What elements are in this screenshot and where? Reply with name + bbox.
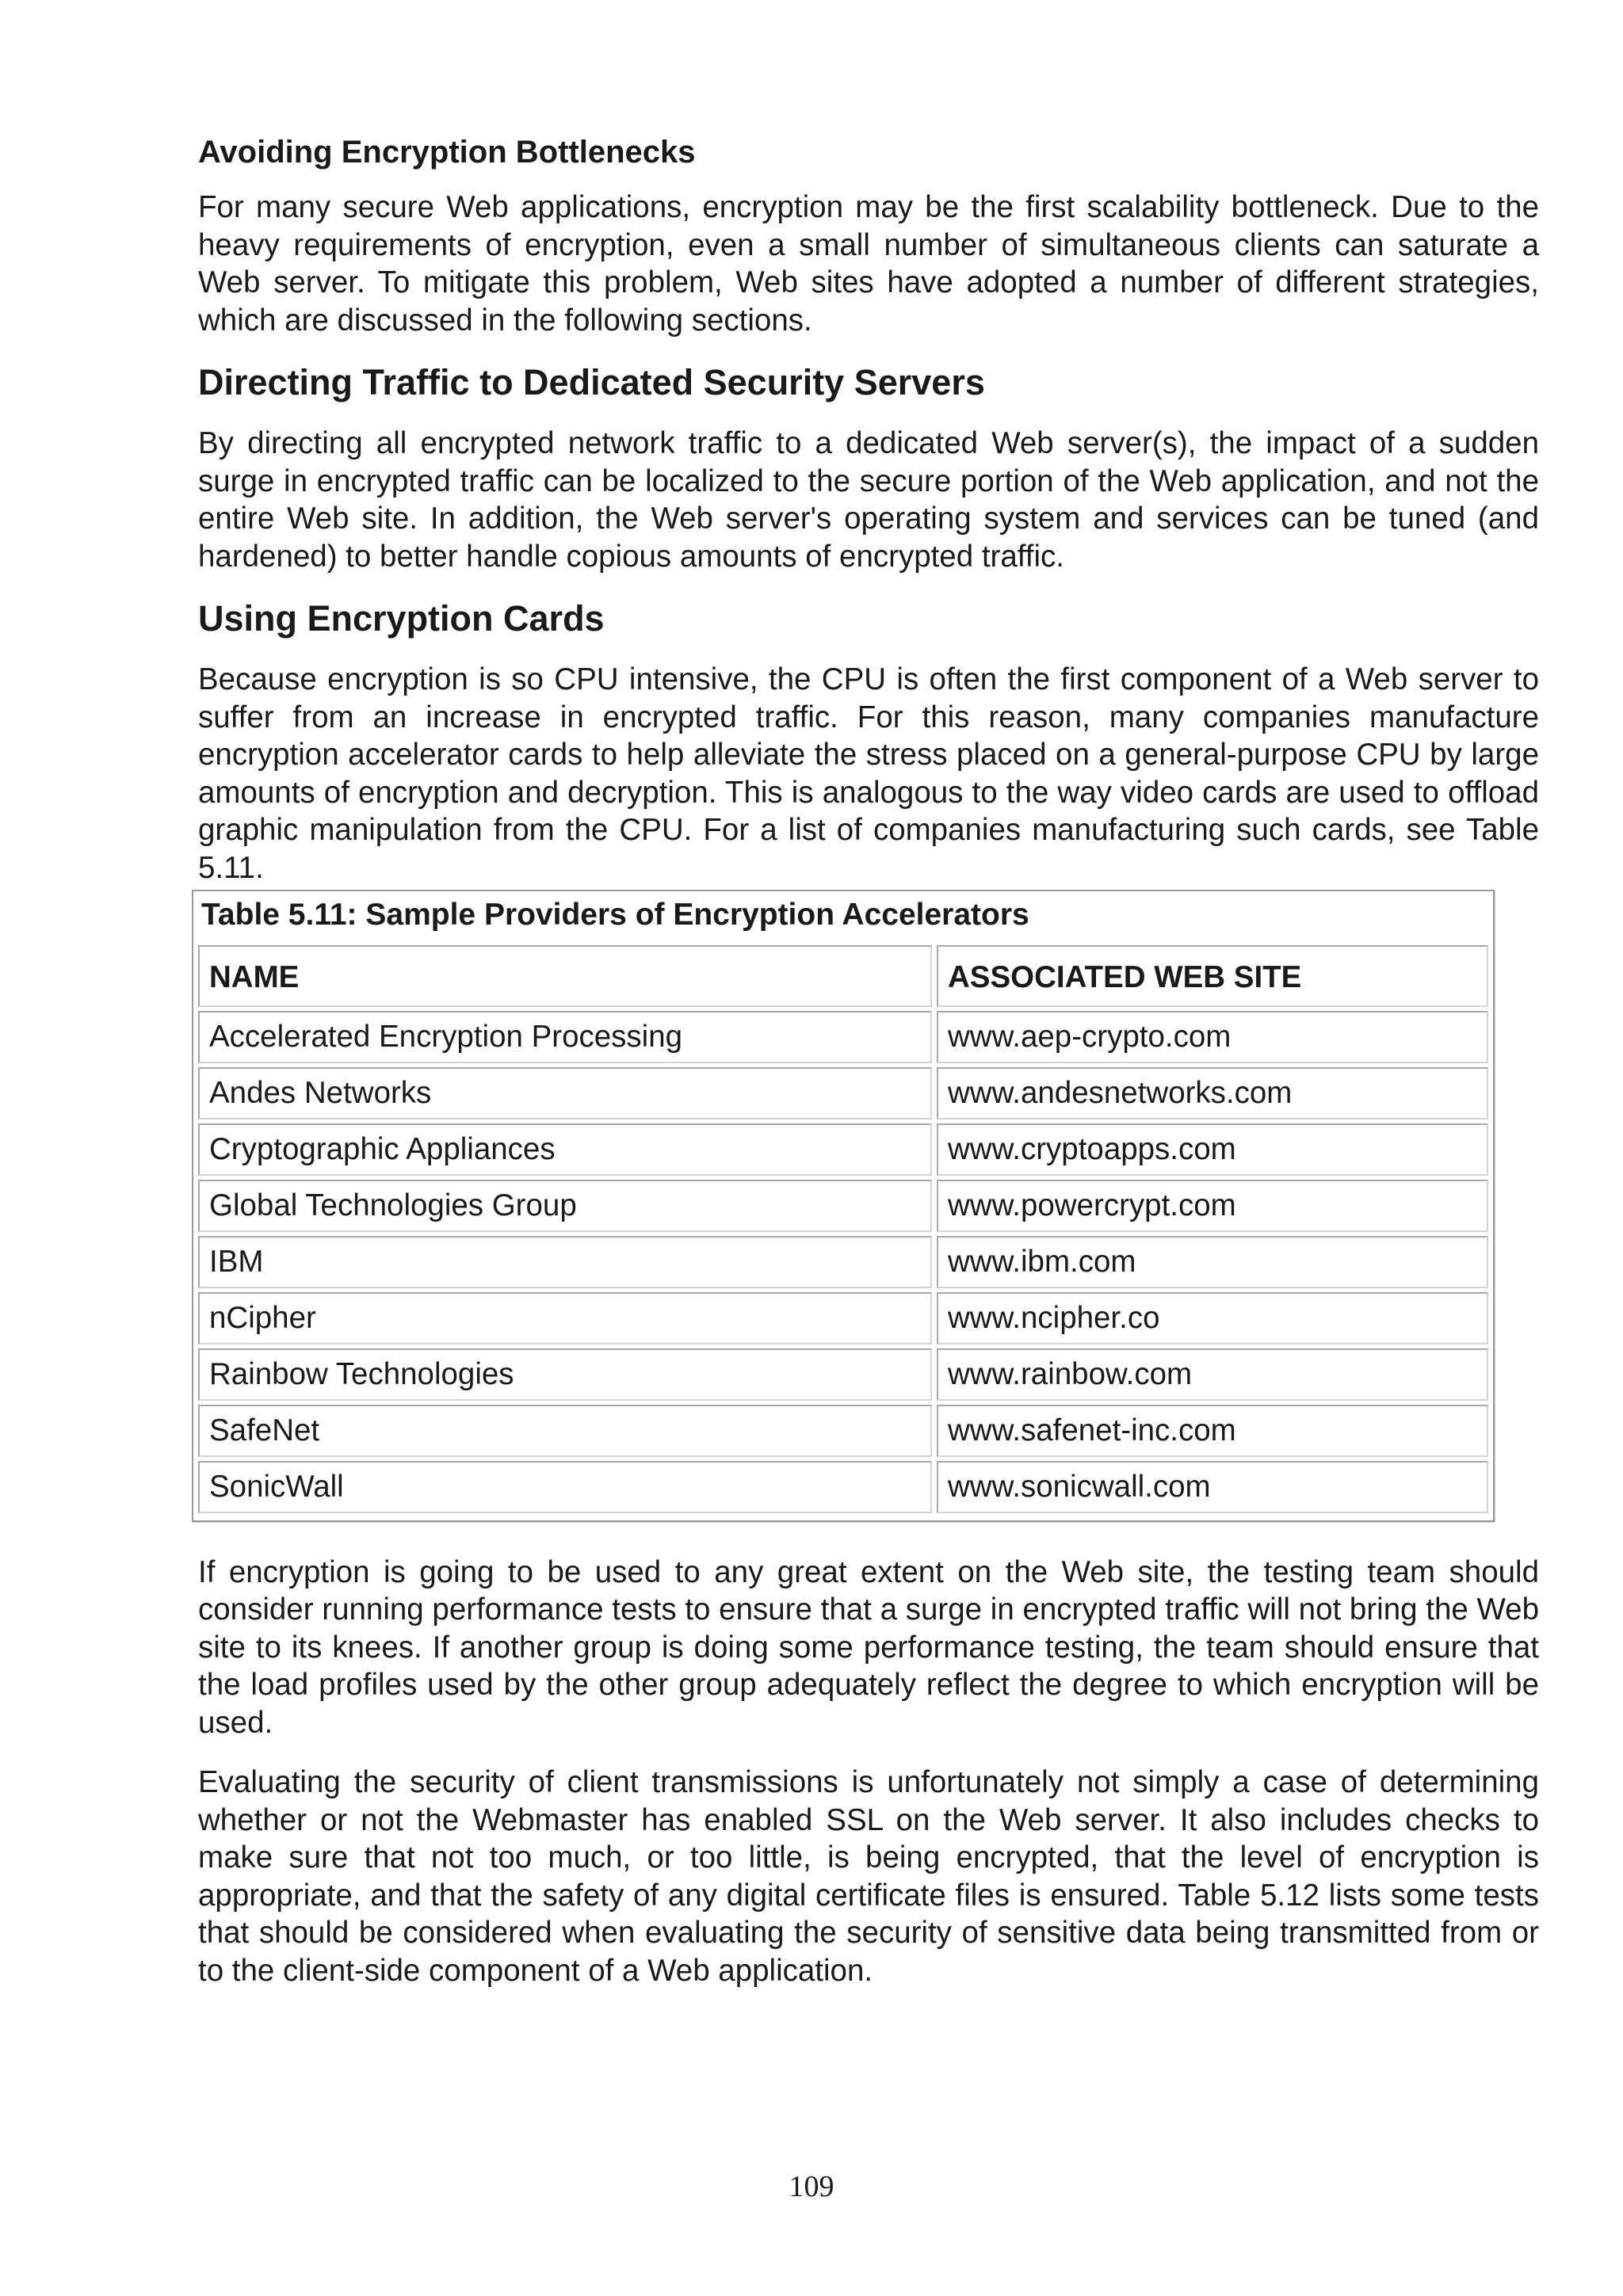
provider-name-cell: IBM [198,1236,932,1288]
provider-name-cell: SafeNet [198,1405,932,1457]
providers-table [193,941,1493,1517]
table-header-row [198,945,1488,1007]
provider-website-cell: www.andesnetworks.com [937,1067,1488,1119]
table-row [198,1011,1488,1063]
table-row [198,1236,1488,1288]
provider-name-cell: Global Technologies Group [198,1180,932,1232]
provider-name-cell: SonicWall [198,1461,932,1513]
provider-name-cell: nCipher [198,1292,932,1344]
table-caption: Table 5.11: Sample Providers of Encryption Accelerators [201,898,1029,932]
paragraph-encryption-cards: Because encryption is so CPU intensive, the CPU is often the first component of a Web server to suffer from an increase in encrypted traffic. For this reason, many companies manufacture encryption accelerator cards to help alleviate the stress placed on a general-purpose CPU by large amounts of encryption and decryption. This is analogous to the way video cards are used to offload graphic manipulation from the CPU. For a list of companies manufacturing such cards, see Table 5.11. [198,662,1539,885]
provider-name-cell: Cryptographic Appliances [198,1123,932,1176]
provider-website-cell: www.cryptoapps.com [937,1123,1488,1176]
column-header-name: NAME [198,945,932,1007]
page-number: 109 [789,2170,834,2203]
page-content [198,133,1539,2012]
column-header-website: ASSOCIATED WEB SITE [937,945,1488,1007]
provider-name-cell: Rainbow Technologies [198,1348,932,1401]
table-row [198,1067,1488,1119]
provider-name-cell: Accelerated Encryption Processing [198,1011,932,1063]
provider-website-cell: www.powercrypt.com [937,1180,1488,1232]
provider-website-cell: www.ibm.com [937,1236,1488,1288]
provider-website-cell: www.ncipher.co [937,1292,1488,1344]
table-row [198,1180,1488,1232]
table-row [198,1461,1488,1513]
paragraph-directing-traffic: By directing all encrypted network traffic to a dedicated Web server(s), the impact of a sudden surge in encrypted traffic can be localized to the secure portion of the Web application, and not the entire Web site. In addition, the Web server's operating system and services can be tuned (and hardened) to better handle copious amounts of encrypted traffic. [198,426,1539,574]
provider-website-cell: www.rainbow.com [937,1348,1488,1401]
paragraph-client-transmissions: Evaluating the security of client transmissions is unfortunately not simply a case of determining whether or not the Webmaster has enabled SSL on the Web server. It also includes checks to make sure that not too much, or too little, is being encrypted, that the level of encryption is appropriate, and that the safety of any digital certificate files is ensured. Table 5.12 lists some tests that should be considered when evaluating the security of sensitive data being transmitted from or to the client-side component of a Web application. [198,1765,1539,1988]
heading-using-encryption-cards: Using Encryption Cards [198,598,605,639]
paragraph-performance-tests: If encryption is going to be used to any great extent on the Web site, the testing team should consider running performance tests to ensure that a surge in encrypted traffic will not bring the Web site to its knees. If another group is doing some performance testing, the team should ensure that the load profiles used by the other group adequately reflect the degree to which encryption will be used. [198,1554,1539,1740]
provider-website-cell: www.sonicwall.com [937,1461,1488,1513]
table-row [198,1123,1488,1176]
provider-website-cell: www.aep-crypto.com [937,1011,1488,1063]
provider-name-cell: Andes Networks [198,1067,932,1119]
table-row [198,1405,1488,1457]
heading-directing-traffic: Directing Traffic to Dedicated Security Servers [198,362,985,402]
heading-avoiding-encryption-bottlenecks: Avoiding Encryption Bottlenecks [198,135,696,170]
providers-table-container [192,890,1495,1522]
paragraph-bottlenecks: For many secure Web applications, encryption may be the first scalability bottleneck. Due to the heavy requirements of encryption, even a small number of simultaneous clients can saturate a Web server. To mitigate this problem, Web sites have adopted a number of different strategies, which are discussed in the following sections. [198,190,1539,338]
table-row [198,1292,1488,1344]
provider-website-cell: www.safenet-inc.com [937,1405,1488,1457]
table-row [198,1348,1488,1401]
